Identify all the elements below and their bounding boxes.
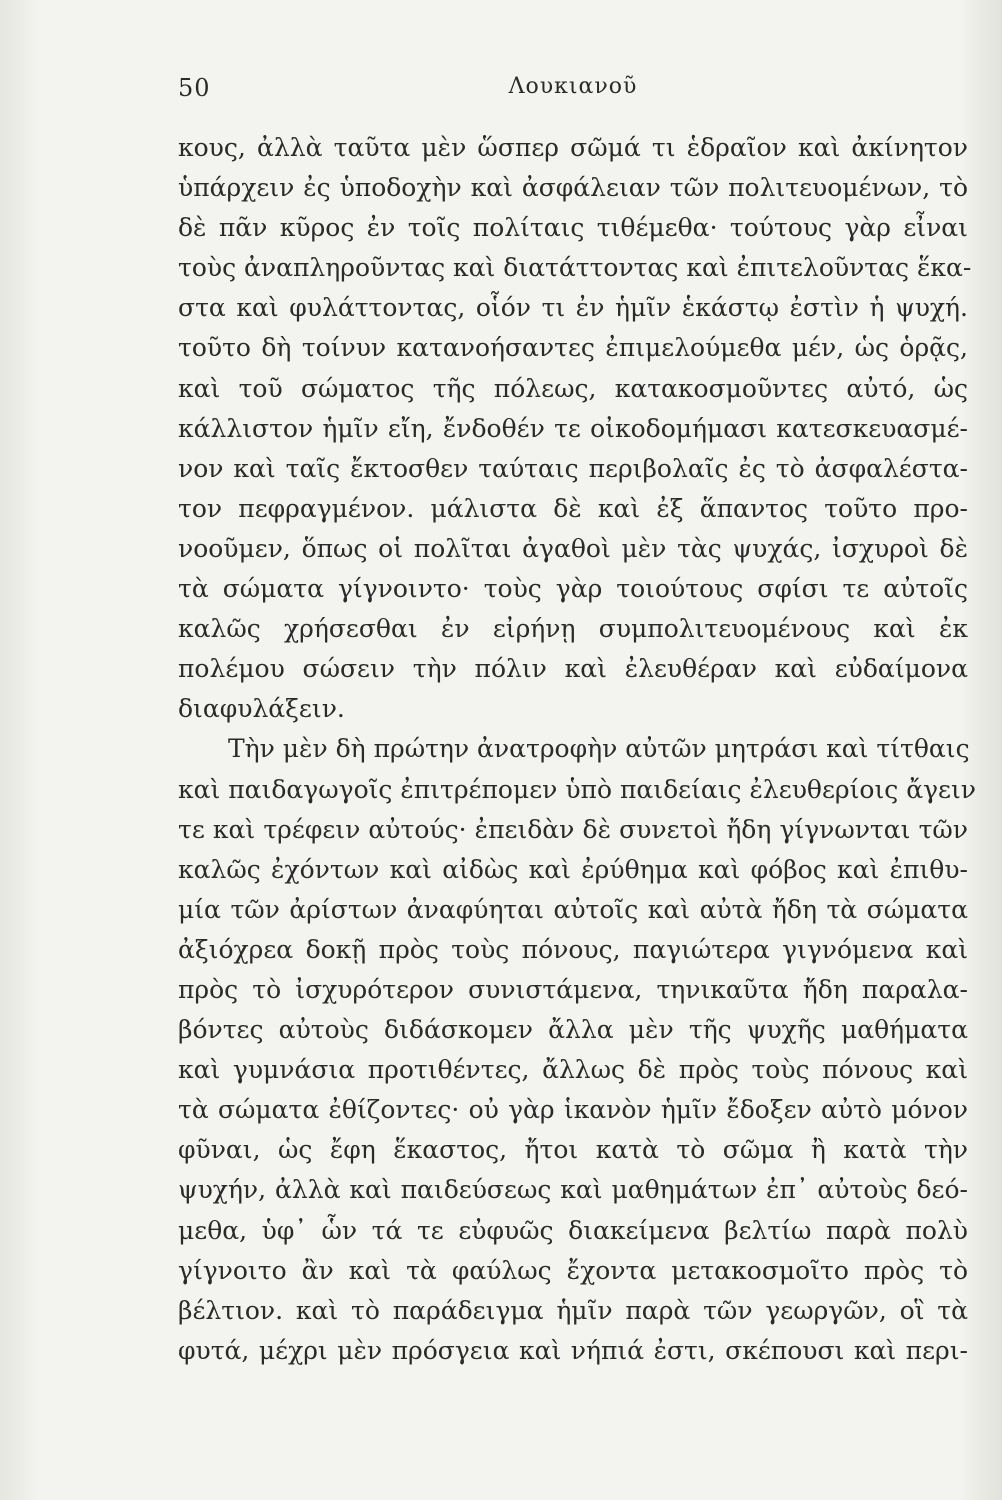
text-line: τὰ σώματα γίγνοιντο· τοὺς γὰρ τοιούτους σφίσι τε αὐτοῖς xyxy=(178,574,968,604)
text-line: τον πεφραγμένον. μάλιστα δὲ καὶ ἐξ ἅπαντος τοῦτο προ- xyxy=(178,493,968,523)
text-line: νοοῦμεν, ὅπως οἱ πολῖται ἀγαθοὶ μὲν τὰς ψυχάς, ἰσχυροὶ δὲ xyxy=(178,533,968,563)
body-text xyxy=(178,128,976,1371)
text-line: κάλλιστον ἡμῖν εἴη, ἔνδοθέν τε οἰκοδομήμασι κατεσκευασμέ- xyxy=(178,413,968,443)
text-line: κους, ἀλλὰ ταῦτα μὲν ὥσπερ σῶμά τι ἑδραῖον καὶ ἀκίνητον xyxy=(178,133,968,162)
paragraph-start-line: Τὴν μὲν δὴ πρώτην ἀνατροφὴν αὐτῶν μητράσι καὶ τίτθαις xyxy=(228,734,970,764)
text-line: φῦναι, ὡς ἔφη ἕκαστος, ἤτοι κατὰ τὸ σῶμα ἢ κατὰ τὴν xyxy=(178,1135,968,1165)
text-line: μία τῶν ἀρίστων ἀναφύηται αὐτοῖς καὶ αὐτὰ ἤδη τὰ σώματα xyxy=(178,894,968,924)
text-line: βέλτιον. καὶ τὸ παράδειγμα ἡμῖν παρὰ τῶν γεωργῶν, οἳ τὰ xyxy=(178,1295,968,1325)
text-line: στα καὶ φυλάττοντας, οἷόν τι ἐν ἡμῖν ἑκάστῳ ἐστὶν ἡ ψυχή. xyxy=(178,293,968,323)
text-line: τοὺς ἀναπληροῦντας καὶ διατάττοντας καὶ ἐπιτελοῦντας ἕκα- xyxy=(178,253,972,283)
text-line: νον καὶ ταῖς ἔκτοσθεν ταύταις περιβολαῖς ἐς τὸ ἀσφαλέστα- xyxy=(178,453,968,483)
page-header xyxy=(178,74,968,110)
text-line: καὶ παιδαγωγοῖς ἐπιτρέπομεν ὑπὸ παιδείαις ἐλευθερίοις ἄγειν xyxy=(178,774,976,804)
text-line: γίγνοιτο ἂν καὶ τὰ φαύλως ἔχοντα μετακοσμοῖτο πρὸς τὸ xyxy=(178,1255,968,1285)
text-line: δὲ πᾶν κῦρος ἐν τοῖς πολίταις τιθέμεθα· τούτους γὰρ εἶναι xyxy=(178,213,968,243)
text-line: πολέμου σώσειν τὴν πόλιν καὶ ἐλευθέραν καὶ εὐδαίμονα xyxy=(178,654,968,684)
text-line: καὶ γυμνάσια προτιθέντες, ἄλλως δὲ πρὸς τοὺς πόνους καὶ xyxy=(178,1055,968,1085)
text-line: καλῶς χρήσεσθαι ἐν εἰρήνῃ συμπολιτευομένους καὶ ἐκ xyxy=(178,614,968,644)
text-line: ψυχήν, ἀλλὰ καὶ παιδεύσεως καὶ μαθημάτων ἐπ᾽ αὐτοὺς δεό- xyxy=(178,1175,968,1205)
text-line: τοῦτο δὴ τοίνυν κατανοήσαντες ἐπιμελούμεθα μέν, ὡς ὁρᾷς, xyxy=(178,333,968,363)
text-line: ἀξιόχρεα δοκῇ πρὸς τοὺς πόνους, παγιώτερα γιγνόμενα καὶ xyxy=(178,934,968,964)
text-line: καλῶς ἐχόντων καὶ αἰδὼς καὶ ἐρύθημα καὶ φόβος καὶ ἐπιθυ- xyxy=(178,854,968,884)
text-line: φυτά, μέχρι μὲν πρόσγεια καὶ νήπιά ἐστι, σκέπουσι καὶ περι- xyxy=(178,1335,968,1365)
text-line: πρὸς τὸ ἰσχυρότερον συνιστάμενα, τηνικαῦτα ἤδη παραλα- xyxy=(178,974,968,1004)
paragraph-end-line: διαφυλάξειν. xyxy=(178,694,345,724)
text-line: καὶ τοῦ σώματος τῆς πόλεως, κατακοσμοῦντες αὐτό, ὡς xyxy=(178,373,968,403)
running-title: Λουκιανοῦ xyxy=(508,74,638,99)
text-line: τε καὶ τρέφειν αὐτούς· ἐπειδὰν δὲ συνετοὶ ἤδη γίγνωνται τῶν xyxy=(178,814,968,844)
text-line: τὰ σώματα ἐθίζοντες· οὐ γὰρ ἱκανὸν ἡμῖν ἔδοξεν αὐτὸ μόνον xyxy=(178,1095,968,1125)
text-line: μεθα, ὑφ᾽ ὧν τά τε εὐφυῶς διακείμενα βελτίω παρὰ πολὺ xyxy=(178,1215,968,1245)
text-line: ὑπάρχειν ἐς ὑποδοχὴν καὶ ἀσφάλειαν τῶν πολιτευομένων, τὸ xyxy=(178,173,968,203)
text-line: βόντες αὐτοὺς διδάσκομεν ἄλλα μὲν τῆς ψυχῆς μαθήματα xyxy=(178,1015,968,1045)
page-number: 50 xyxy=(178,74,211,102)
